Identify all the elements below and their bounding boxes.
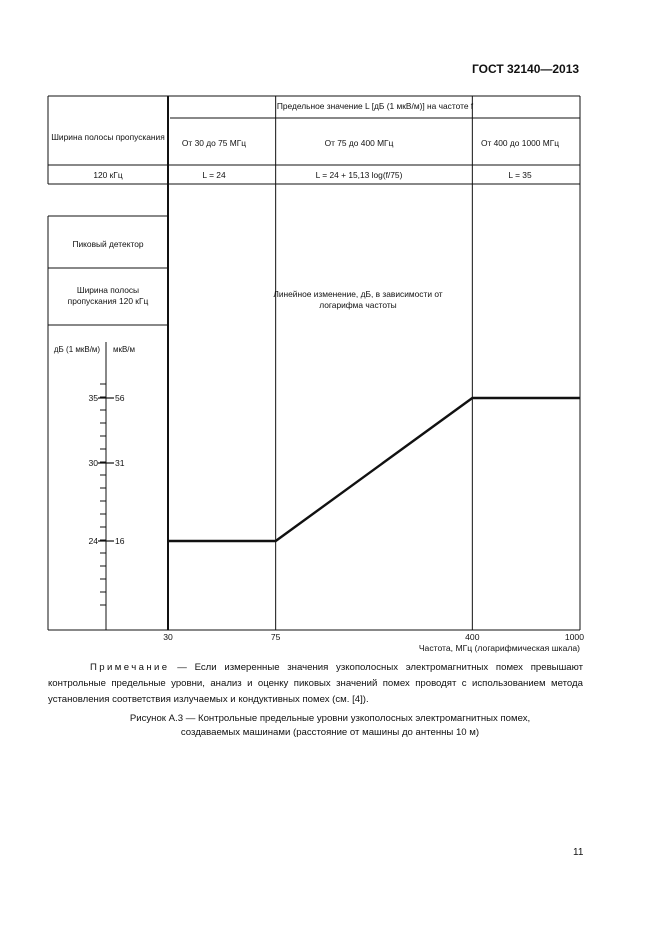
caption-line-2: создаваемых машинами (расстояние от машины до антенны 10 м)	[180, 727, 480, 738]
limit-3-cell: L = 35	[508, 169, 532, 180]
x-tick-label-75: 75	[270, 632, 281, 642]
note-label: Примечание	[90, 662, 170, 673]
y-tick-labels	[88, 393, 124, 546]
x-tick-labels	[163, 632, 584, 642]
y-tick-label-uv-16: 16	[115, 536, 125, 546]
x-tick-label-30: 30	[163, 632, 173, 642]
limit-1-cell: L = 24	[202, 169, 226, 180]
limit-series-line	[168, 398, 580, 541]
document-header: ГОСТ 32140—2013	[472, 62, 580, 76]
limit-header-cell: Предельное значение L [дБ (1 мкВ/м)] на частоте f	[276, 100, 474, 111]
left-bandwidth-cell: Ширина полосы пропускания 120 кГц	[67, 285, 149, 306]
table-grid	[48, 96, 580, 630]
page-number: 11	[573, 847, 584, 858]
y-tick-label-db-24: 24	[88, 536, 98, 546]
note-paragraph	[48, 660, 583, 708]
range-1-cell: От 30 до 75 МГц	[181, 137, 247, 148]
y-tick-label-db-35: 35	[88, 393, 98, 403]
bandwidth-value-cell: 120 кГц	[93, 169, 123, 180]
note-text: — Если измеренные значения узкополосных электромагнитных помех превышают контрольные предельные уровни, анализ и оценку пиковых значений помех проводят с использованием метода установления соответствия излучаемых и кондуктивных помех (см. [4]).	[48, 662, 583, 705]
range-3-cell: От 400 до 1000 МГц	[480, 137, 560, 148]
caption-line-1: Рисунок А.3 — Контрольные предельные уровни узкополосных электромагнитных помех,	[129, 713, 531, 724]
limit-2-cell: L = 24 + 15,13 log(f/75)	[315, 169, 403, 180]
chart-vertical-gridlines	[276, 96, 473, 630]
bandwidth-header-cell: Ширина полосы пропускания	[51, 132, 165, 142]
y-minor-ticks	[100, 384, 106, 605]
y-tick-label-uv-31: 31	[115, 458, 125, 468]
range-2-cell: От 75 до 400 МГц	[324, 137, 394, 148]
y-tick-label-db-30: 30	[88, 458, 98, 468]
x-tick-label-1000: 1000	[564, 632, 584, 642]
y-tick-label-uv-56: 56	[115, 393, 125, 403]
figure-caption	[60, 712, 600, 740]
unit-uv-label: мкВ/м	[112, 344, 136, 354]
chart-annotation: Линейное изменение, дБ, в зависимости от логарифма частоты	[273, 289, 443, 310]
detector-cell: Пиковый детектор	[72, 238, 144, 249]
x-axis-label: Частота, МГц (логарифмическая шкала)	[418, 643, 580, 653]
x-tick-label-400: 400	[465, 632, 480, 642]
unit-db-label: дБ (1 мкВ/м)	[53, 344, 101, 354]
